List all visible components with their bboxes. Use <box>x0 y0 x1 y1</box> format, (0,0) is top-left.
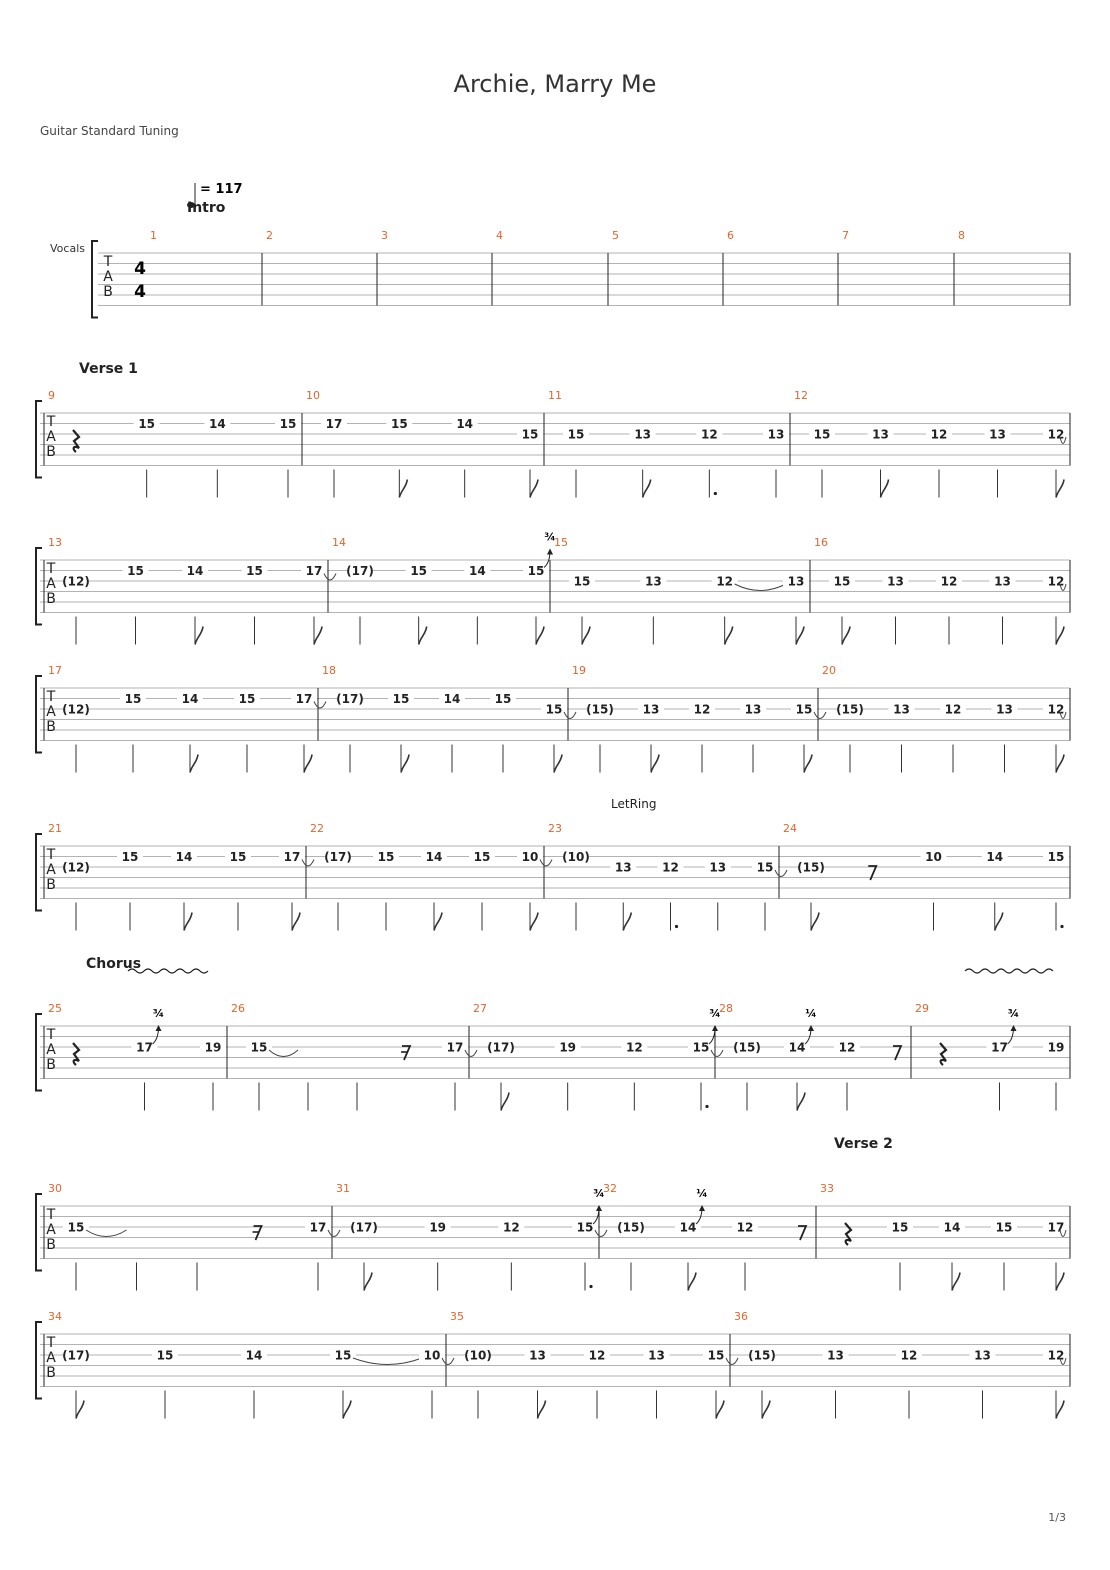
measure-number: 33 <box>820 1182 834 1195</box>
fret-number: (15) <box>836 702 864 717</box>
fret-number: 14 <box>943 1220 961 1235</box>
tie <box>86 1230 127 1237</box>
fret-number: 15 <box>334 1348 352 1363</box>
tie <box>735 584 786 591</box>
fret-number: 12 <box>930 427 948 442</box>
fret-number: 17 <box>1047 1220 1065 1235</box>
fret-number: 15 <box>250 1040 268 1055</box>
tab-clef-letter: B <box>46 591 56 607</box>
eighth-flag <box>195 627 203 645</box>
eighth-flag <box>811 913 819 931</box>
measure-number: 27 <box>473 1002 487 1015</box>
tab-clef-letter: B <box>46 1237 56 1253</box>
fret-number: 12 <box>838 1040 856 1055</box>
tab-clef-letter: B <box>46 719 56 735</box>
bend-arrowhead <box>547 549 553 555</box>
fret-number: 12 <box>662 860 679 875</box>
eighth-flag <box>536 627 544 645</box>
eighth-flag <box>292 913 300 931</box>
quarter-rest <box>845 1223 851 1245</box>
measure-number: 6 <box>727 229 734 242</box>
eighth-flag <box>314 627 322 645</box>
quarter-rest <box>940 1043 946 1065</box>
fret-number: 15 <box>813 427 831 442</box>
tab-clef-letter: T <box>46 1335 56 1351</box>
measure-number: 16 <box>814 536 828 549</box>
eighth-flag <box>582 627 590 645</box>
fret-number: (15) <box>733 1040 761 1055</box>
fret-number: 14 <box>245 1348 263 1363</box>
track-name-label: Vocals <box>50 242 85 255</box>
tab-clef-letter: A <box>103 269 113 285</box>
fret-number: 10 <box>423 1348 441 1363</box>
tie <box>269 1050 298 1057</box>
fret-number: 15 <box>891 1220 909 1235</box>
eighth-flag <box>364 1273 372 1291</box>
tie <box>353 1358 422 1365</box>
fret-number: 17 <box>295 692 313 706</box>
fret-number: 13 <box>887 574 904 589</box>
tab-clef-letter: A <box>46 1042 56 1058</box>
measure-number: 3 <box>381 229 388 242</box>
fret-number: 10 <box>925 850 942 864</box>
eighth-flag <box>1056 480 1064 498</box>
fret-number: 10 <box>521 850 539 864</box>
fret-number: 15 <box>833 574 851 589</box>
fret-number: 15 <box>392 692 410 706</box>
measure-number: 18 <box>322 664 336 677</box>
fret-number: 12 <box>625 1040 643 1055</box>
fret-number: (12) <box>62 702 90 717</box>
eighth-flag <box>530 480 538 498</box>
measure-number: 2 <box>266 229 273 242</box>
fret-number: 17 <box>305 564 323 578</box>
tab-clef-letter: T <box>46 561 56 577</box>
measure-number: 20 <box>822 664 836 677</box>
tab-system <box>36 531 1070 645</box>
fret-number: (15) <box>586 702 614 717</box>
measure-number: 12 <box>794 389 808 402</box>
fret-number: 17 <box>325 417 343 431</box>
tab-clef-letter: T <box>46 1207 56 1223</box>
measure-number: 34 <box>48 1310 62 1323</box>
fret-number: 12 <box>1047 1348 1065 1363</box>
tab-system <box>36 389 1070 498</box>
tab-system <box>36 969 1070 1111</box>
fret-number: 15 <box>410 564 428 578</box>
section-label: Verse 2 <box>834 1136 893 1152</box>
fret-number: (17) <box>487 1040 515 1055</box>
time-signature-bottom: 4 <box>134 282 146 302</box>
fret-number: 13 <box>644 574 662 589</box>
eighth-flag <box>1056 627 1064 645</box>
time-signature-top: 4 <box>134 259 146 279</box>
tempo-marking: = 117 <box>200 182 243 197</box>
bend-amount: ¾ <box>709 1007 721 1020</box>
tab-clef-letter: A <box>46 429 56 445</box>
fret-number: 13 <box>996 702 1013 717</box>
tab-clef-letter: A <box>46 862 56 878</box>
measure-number: 13 <box>48 536 62 549</box>
fret-number: 17 <box>446 1040 464 1055</box>
fret-number: 13 <box>872 427 889 442</box>
fret-number: 15 <box>124 692 142 706</box>
tab-clef-letter: B <box>46 877 56 893</box>
fret-number: 15 <box>756 860 774 875</box>
eighth-flag <box>796 627 804 645</box>
fret-number: 13 <box>994 574 1011 589</box>
measure-number: 11 <box>548 389 562 402</box>
eighth-flag <box>304 755 312 773</box>
tab-clef-letter: B <box>46 1057 56 1073</box>
eighth-flag <box>952 1273 960 1291</box>
bend-amount: ¼ <box>696 1187 708 1200</box>
fret-number: 13 <box>767 427 785 442</box>
fret-number: 14 <box>679 1220 697 1235</box>
fret-number: 15 <box>473 850 491 864</box>
fret-number: (10) <box>562 850 590 864</box>
fret-number: 15 <box>238 692 256 706</box>
eighth-flag <box>804 755 812 773</box>
measure-number: 9 <box>48 389 55 402</box>
fret-number: 12 <box>900 1348 918 1363</box>
fret-number: 13 <box>974 1348 991 1363</box>
eighth-flag <box>530 913 538 931</box>
fret-number: 14 <box>456 417 474 431</box>
measure-number: 35 <box>450 1310 464 1323</box>
fret-number: (12) <box>62 574 90 589</box>
fret-number: 13 <box>827 1348 844 1363</box>
fret-number: 15 <box>527 564 545 578</box>
eighth-flag <box>1056 1401 1064 1419</box>
eighth-flag <box>190 755 198 773</box>
tab-clef-letter: A <box>46 704 56 720</box>
fret-number: 12 <box>736 1220 754 1235</box>
fret-number: 12 <box>1047 702 1065 717</box>
fret-number: 19 <box>429 1220 447 1235</box>
measure-number: 4 <box>496 229 503 242</box>
fret-number: 15 <box>521 427 539 442</box>
eighth-flag <box>762 1401 770 1419</box>
fret-number: 13 <box>614 860 632 875</box>
quarter-rest <box>73 430 79 452</box>
eighth-flag <box>842 627 850 645</box>
tab-clef-letter: A <box>46 1222 56 1238</box>
fret-number: 15 <box>390 417 408 431</box>
system-bracket <box>36 548 42 625</box>
measure-number: 1 <box>150 229 157 242</box>
system-bracket <box>36 1014 42 1091</box>
system-bracket <box>92 241 98 318</box>
measure-number: 32 <box>603 1182 617 1195</box>
fret-number: (15) <box>797 860 825 875</box>
measure-number: 8 <box>958 229 965 242</box>
fret-number: (17) <box>336 692 364 706</box>
tab-clef-letter: A <box>46 1350 56 1366</box>
fret-number: 12 <box>716 574 734 589</box>
fret-number: 14 <box>986 850 1004 864</box>
measure-number: 25 <box>48 1002 62 1015</box>
fret-number: 15 <box>545 702 563 717</box>
tab-clef-letter: B <box>46 1365 56 1381</box>
bend-amount: ¾ <box>593 1187 605 1200</box>
fret-number: 15 <box>121 850 139 864</box>
fret-number: (10) <box>464 1348 492 1363</box>
eighth-flag <box>1056 755 1064 773</box>
fret-number: 17 <box>136 1040 153 1055</box>
fret-number: 15 <box>995 1220 1013 1235</box>
fret-number: 15 <box>494 692 512 706</box>
fret-number: 12 <box>940 574 958 589</box>
measure-number: 28 <box>719 1002 733 1015</box>
dot <box>1060 925 1063 928</box>
fret-number: 17 <box>309 1220 327 1235</box>
fret-number: 14 <box>208 417 226 431</box>
measure-number: 5 <box>612 229 619 242</box>
fret-number: 13 <box>989 427 1006 442</box>
eighth-flag <box>1056 1273 1064 1291</box>
measure-number: 17 <box>48 664 62 677</box>
fret-number: 14 <box>443 692 461 706</box>
eighth-flag <box>725 627 733 645</box>
fret-number: 15 <box>156 1348 174 1363</box>
measure-number: 23 <box>548 822 562 835</box>
eighth-rest <box>868 866 876 880</box>
fret-number: (15) <box>617 1220 645 1235</box>
fret-number: (17) <box>346 564 374 578</box>
fret-number: 19 <box>204 1040 222 1055</box>
bend-amount: ¾ <box>544 530 556 544</box>
page-number: 1/3 <box>1048 1511 1066 1524</box>
fret-number: 17 <box>991 1040 1008 1055</box>
fret-number: 14 <box>175 850 193 864</box>
tab-clef-letter: T <box>103 254 113 270</box>
eighth-flag <box>716 1401 724 1419</box>
measure-number: 19 <box>572 664 586 677</box>
eighth-flag <box>401 755 409 773</box>
fret-number: 14 <box>186 564 204 578</box>
system-bracket <box>36 676 42 753</box>
tab-clef-letter: T <box>46 414 56 430</box>
section-label: Intro <box>187 200 226 216</box>
fret-number: 15 <box>692 1040 710 1055</box>
measure-number: 36 <box>734 1310 748 1323</box>
fret-number: 14 <box>468 564 486 578</box>
dot <box>675 925 678 928</box>
fret-number: 15 <box>229 850 247 864</box>
fret-number: 15 <box>279 417 297 431</box>
measure-number: 10 <box>306 389 320 402</box>
fret-number: 12 <box>693 702 711 717</box>
eighth-flag <box>797 1093 805 1111</box>
measure-number: 15 <box>554 536 568 549</box>
fret-number: (17) <box>350 1220 378 1235</box>
tab-system <box>36 1182 1070 1291</box>
fret-number: 15 <box>67 1220 85 1235</box>
fret-number: 13 <box>709 860 727 875</box>
tab-clef-letter: T <box>46 1027 56 1043</box>
tab-clef-letter: T <box>46 689 56 705</box>
measure-number: 14 <box>332 536 346 549</box>
fret-number: 19 <box>559 1040 577 1055</box>
system-bracket <box>36 1322 42 1399</box>
eighth-flag <box>434 913 442 931</box>
tab-system <box>36 1310 1070 1419</box>
section-label: Chorus <box>86 956 142 972</box>
fret-number: 12 <box>502 1220 520 1235</box>
fret-number: 15 <box>707 1348 725 1363</box>
fret-number: (12) <box>62 860 90 875</box>
tab-system <box>36 664 1070 773</box>
dot <box>589 1285 592 1288</box>
fret-number: 12 <box>1047 427 1065 442</box>
eighth-flag <box>995 913 1003 931</box>
measure-number: 30 <box>48 1182 62 1195</box>
fret-number: 15 <box>795 702 813 717</box>
fret-number: 12 <box>700 427 718 442</box>
fret-number: 13 <box>634 427 652 442</box>
tuning-label: Guitar Standard Tuning <box>40 124 179 138</box>
fret-number: 12 <box>588 1348 606 1363</box>
dot <box>705 1105 708 1108</box>
eighth-flag <box>643 480 651 498</box>
eighth-flag <box>184 913 192 931</box>
fret-number: 15 <box>1047 850 1065 864</box>
fret-number: 15 <box>573 574 591 589</box>
dot <box>714 492 717 495</box>
measure-number: 26 <box>231 1002 245 1015</box>
measure-number: 31 <box>336 1182 350 1195</box>
fret-number: 13 <box>787 574 805 589</box>
fret-number: 12 <box>944 702 962 717</box>
fret-number: 15 <box>567 427 585 442</box>
fret-number: 13 <box>529 1348 546 1363</box>
fret-number: (17) <box>324 850 352 864</box>
eighth-flag <box>538 1401 546 1419</box>
fret-number: 14 <box>425 850 443 864</box>
eighth-flag <box>688 1273 696 1291</box>
fret-number: 15 <box>246 564 263 578</box>
tab-clef-letter: B <box>103 284 113 300</box>
fret-number: 19 <box>1047 1040 1065 1055</box>
fret-number: 13 <box>893 702 910 717</box>
fret-number: (17) <box>62 1348 90 1363</box>
bend-amount: ¾ <box>1007 1007 1020 1020</box>
eighth-flag <box>623 913 631 931</box>
bend-amount: ¾ <box>152 1007 165 1020</box>
measure-number: 22 <box>310 822 324 835</box>
fret-number: 13 <box>642 702 660 717</box>
fret-number: 15 <box>576 1220 594 1235</box>
bend-amount: ¼ <box>805 1007 817 1020</box>
eighth-flag <box>419 627 427 645</box>
fret-number: 15 <box>138 417 156 431</box>
fret-number: 13 <box>744 702 762 717</box>
measure-number: 24 <box>783 822 797 835</box>
eighth-flag <box>76 1401 84 1419</box>
measure-number: 7 <box>842 229 849 242</box>
eighth-flag <box>651 755 659 773</box>
system-bracket <box>36 401 42 478</box>
eighth-flag <box>399 480 407 498</box>
measure-number: 29 <box>915 1002 929 1015</box>
fret-number: 14 <box>181 692 199 706</box>
eighth-flag <box>343 1401 351 1419</box>
eighth-flag <box>501 1093 509 1111</box>
system-bracket <box>36 834 42 911</box>
fret-number: 15 <box>127 564 144 578</box>
fret-number: 14 <box>788 1040 806 1055</box>
song-title: Archie, Marry Me <box>453 70 657 98</box>
measure-number: 21 <box>48 822 62 835</box>
fret-number: 13 <box>648 1348 665 1363</box>
fret-number: 15 <box>377 850 395 864</box>
fret-number: 17 <box>283 850 301 864</box>
tab-clef-letter: T <box>46 847 56 863</box>
section-label: Verse 1 <box>79 361 138 377</box>
tab-clef-letter: B <box>46 444 56 460</box>
fret-number: 12 <box>1047 574 1065 589</box>
section-label: LetRing <box>611 797 657 811</box>
fret-number: (15) <box>748 1348 776 1363</box>
system-bracket <box>36 1194 42 1271</box>
eighth-flag <box>554 755 562 773</box>
quarter-rest <box>73 1043 79 1065</box>
vibrato-wave <box>965 969 1053 973</box>
tab-system <box>36 822 1070 931</box>
tab-clef-letter: A <box>46 576 56 592</box>
eighth-flag <box>881 480 889 498</box>
